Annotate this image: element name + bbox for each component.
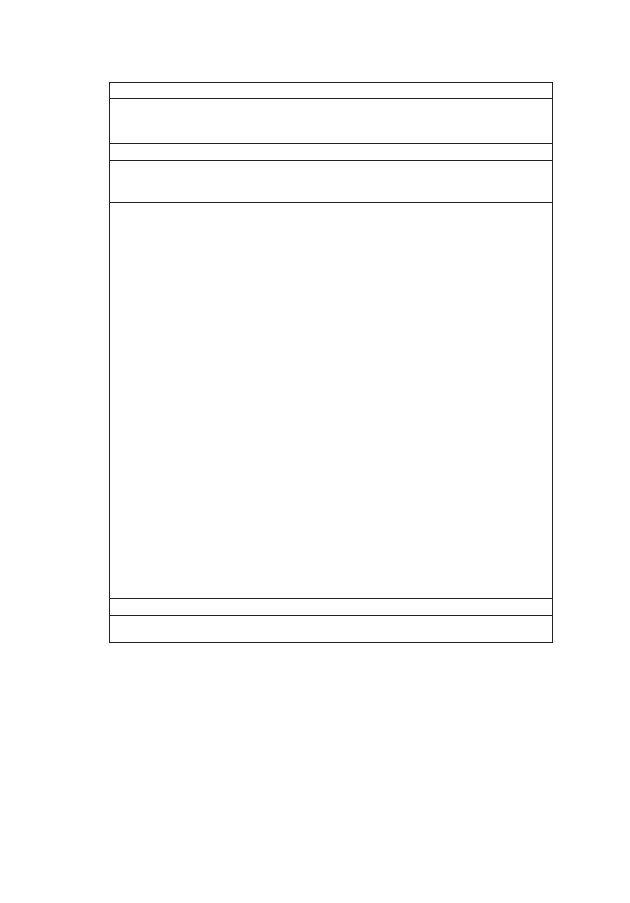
divider [110,598,552,599]
divider [110,160,552,161]
divider [110,615,552,616]
divider [110,98,552,99]
divider [110,202,552,203]
divider [110,143,552,144]
building-overview-form [109,82,553,643]
